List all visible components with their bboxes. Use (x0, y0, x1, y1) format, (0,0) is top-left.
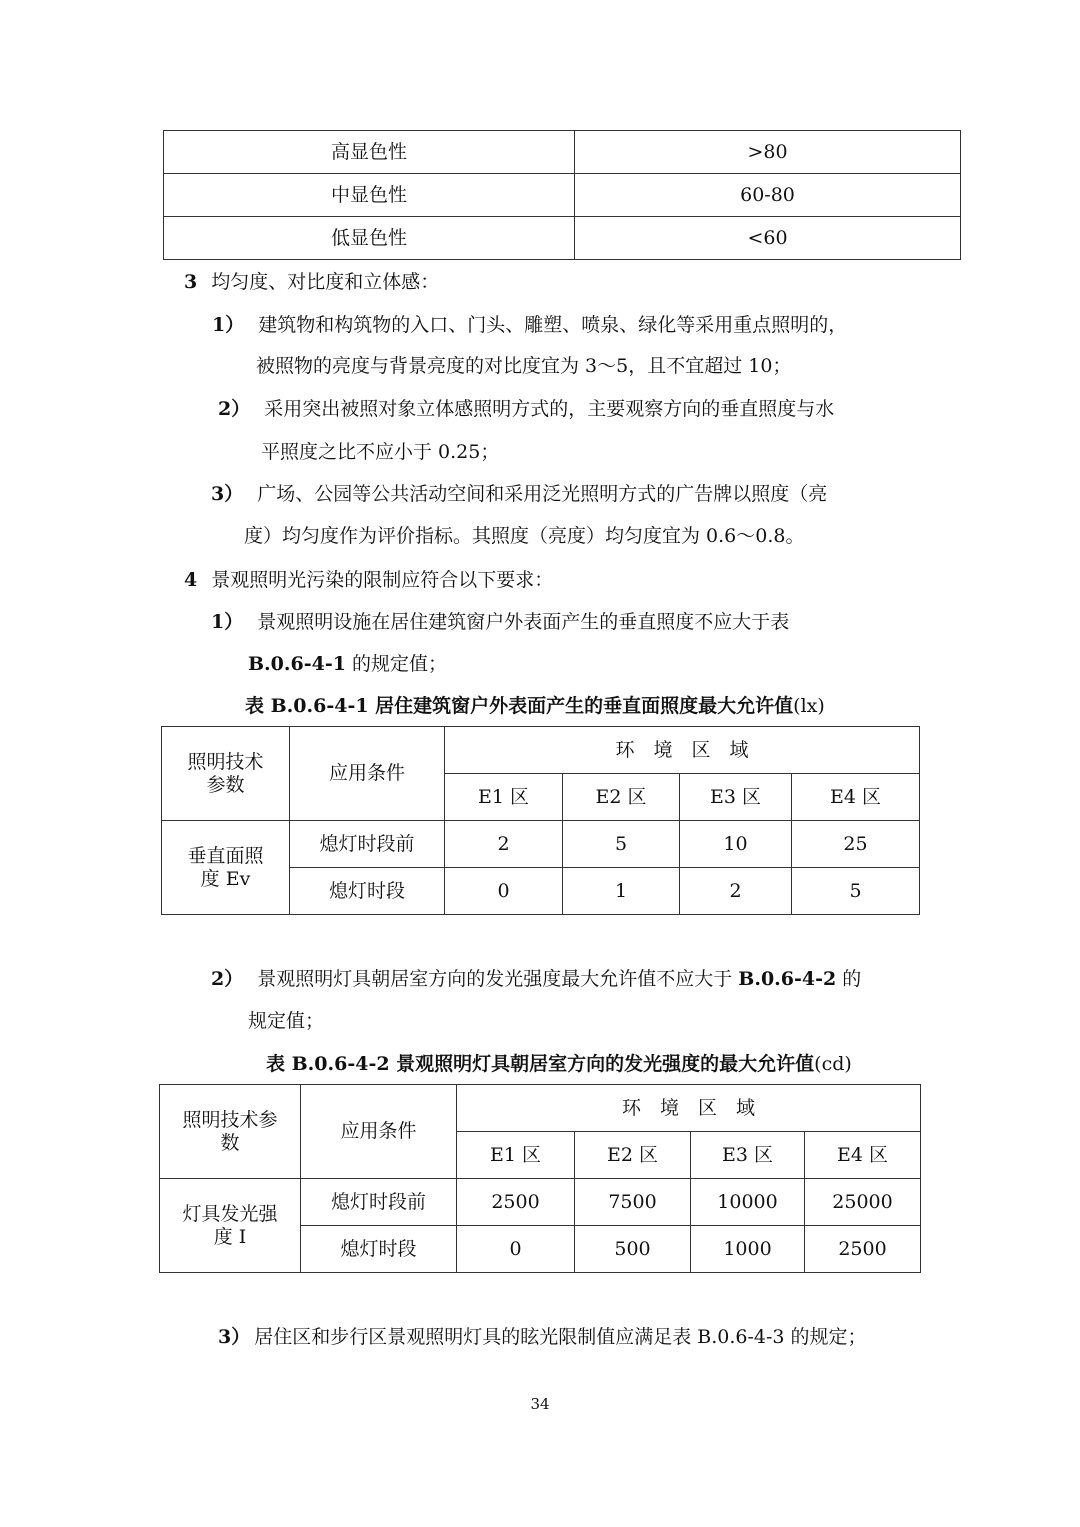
value-cell: 2500 (457, 1179, 575, 1226)
zone-cell: E1 区 (457, 1132, 575, 1179)
item-number: 3） (218, 1326, 251, 1348)
condition-cell: 熄灯时段 (290, 868, 445, 915)
table-2 (159, 1084, 921, 1273)
item-number: 2） (218, 398, 251, 420)
value-cell: 10 (680, 821, 792, 868)
table-row (160, 1179, 921, 1226)
zone-header-cell: 环 境 区 域 (445, 727, 920, 774)
s4-item-2-line2: 规定值； (248, 1010, 325, 1032)
value-cell: 25 (792, 821, 920, 868)
item-number: 2） (211, 968, 244, 990)
zone-cell: E2 区 (575, 1132, 691, 1179)
color-value-cell: 60-80 (575, 174, 961, 217)
condition-cell: 熄灯时段 (301, 1226, 457, 1273)
value-cell: 1 (563, 868, 680, 915)
section-number: 3 (184, 271, 198, 293)
s4-item-2-line1 (211, 970, 861, 989)
item-text: 的 (836, 968, 862, 990)
value-cell: 5 (792, 868, 920, 915)
value-cell: 0 (457, 1226, 575, 1273)
section-4-heading (184, 571, 553, 590)
condition-cell: 熄灯时段前 (301, 1179, 457, 1226)
param-header-line2: 数 (220, 1131, 240, 1154)
param-cell (162, 821, 290, 915)
value-cell: 2 (445, 821, 563, 868)
zone-header-cell: 环 境 区 域 (457, 1085, 921, 1132)
zone-cell: E3 区 (691, 1132, 805, 1179)
param-cell (160, 1179, 301, 1273)
param-header-cell (162, 727, 290, 821)
param-header-cell (160, 1085, 301, 1179)
color-name-cell: 高显色性 (164, 131, 575, 174)
s3-item-3-line2: 度）均匀度作为评价指标。其照度（亮度）均匀度宜为 0.6～0.8。 (244, 525, 805, 547)
section-title: 景观照明光污染的限制应符合以下要求： (211, 569, 554, 591)
zone-cell: E3 区 (680, 774, 792, 821)
value-cell: 7500 (575, 1179, 691, 1226)
item-text: 景观照明灯具朝居室方向的发光强度最大允许值不应大于 (257, 968, 739, 990)
item-text: 建筑物和构筑物的入口、门头、雕塑、喷泉、绿化等采用重点照明的， (258, 314, 848, 336)
param-header-line1: 照明技术参 (182, 1108, 278, 1131)
table-reference: B.0.6-4-1 (248, 653, 346, 675)
item-number: 3） (211, 483, 244, 505)
value-cell: 500 (575, 1226, 691, 1273)
zone-cell: E4 区 (792, 774, 920, 821)
condition-header-cell: 应用条件 (301, 1085, 457, 1179)
table-row (162, 727, 920, 774)
table-row (164, 174, 961, 217)
condition-cell: 熄灯时段前 (290, 821, 445, 868)
color-name-cell: 低显色性 (164, 217, 575, 260)
param-line2: 度 I (213, 1225, 247, 1248)
table-row (162, 821, 920, 868)
color-rendering-table (163, 130, 961, 260)
param-line2: 度 Ev (200, 867, 251, 890)
table-row (160, 1085, 921, 1132)
s3-item-1-line1 (212, 316, 847, 335)
s3-item-2-line1 (218, 400, 834, 419)
param-line1: 垂直面照 (187, 844, 264, 867)
caption-unit: (lx) (793, 695, 825, 717)
item-text: 景观照明设施在居住建筑窗户外表面产生的垂直照度不应大于表 (257, 611, 790, 633)
item-text: 广场、公园等公共活动空间和采用泛光照明方式的广告牌以照度（亮 (257, 483, 828, 505)
table-1 (161, 726, 920, 915)
color-value-cell: <60 (575, 217, 961, 260)
s4-item-1-line2 (248, 655, 447, 674)
value-cell: 5 (563, 821, 680, 868)
color-name-cell: 中显色性 (164, 174, 575, 217)
item-text: 的规定值； (345, 653, 447, 675)
item-number: 1） (211, 611, 244, 633)
table-row (164, 131, 961, 174)
item-number: 1） (212, 314, 245, 336)
s3-item-3-line1 (211, 485, 827, 504)
param-header-line2: 参数 (206, 773, 245, 796)
table-2-caption (266, 1055, 852, 1074)
caption-text: 表 B.0.6-4-1 居住建筑窗户外表面产生的垂直面照度最大允许值 (245, 695, 794, 717)
zone-cell: E2 区 (563, 774, 680, 821)
color-value-cell: >80 (575, 131, 961, 174)
condition-header-cell: 应用条件 (290, 727, 445, 821)
zone-cell: E1 区 (445, 774, 563, 821)
s3-item-1-line2: 被照物的亮度与背景亮度的对比度宜为 3～5，且不宜超过 10； (256, 355, 792, 377)
section-title: 均匀度、对比度和立体感： (211, 271, 440, 293)
item-text: 采用突出被照对象立体感照明方式的，主要观察方向的垂直照度与水 (264, 398, 835, 420)
param-line1: 灯具发光强 (182, 1202, 278, 1225)
param-header-line1: 照明技术 (187, 750, 264, 773)
s3-item-2-line2: 平照度之比不应小于 0.25； (261, 441, 500, 463)
value-cell: 10000 (691, 1179, 805, 1226)
value-cell: 25000 (805, 1179, 921, 1226)
value-cell: 1000 (691, 1226, 805, 1273)
section-3-heading (184, 273, 439, 292)
zone-cell: E4 区 (805, 1132, 921, 1179)
table-1-caption (245, 697, 825, 716)
item-text: 居住区和步行区景观照明灯具的眩光限制值应满足表 B.0.6-4-3 的规定； (254, 1326, 867, 1348)
value-cell: 2500 (805, 1226, 921, 1273)
value-cell: 0 (445, 868, 563, 915)
section-number: 4 (184, 569, 198, 591)
caption-text: 表 B.0.6-4-2 景观照明灯具朝居室方向的发光强度的最大允许值 (266, 1053, 815, 1075)
table-row (164, 217, 961, 260)
table-reference: B.0.6-4-2 (738, 968, 837, 990)
s4-item-3-line (218, 1328, 867, 1347)
caption-unit: (cd) (814, 1053, 852, 1075)
page-number: 34 (530, 1395, 550, 1413)
s4-item-1-line1 (211, 613, 789, 632)
value-cell: 2 (680, 868, 792, 915)
